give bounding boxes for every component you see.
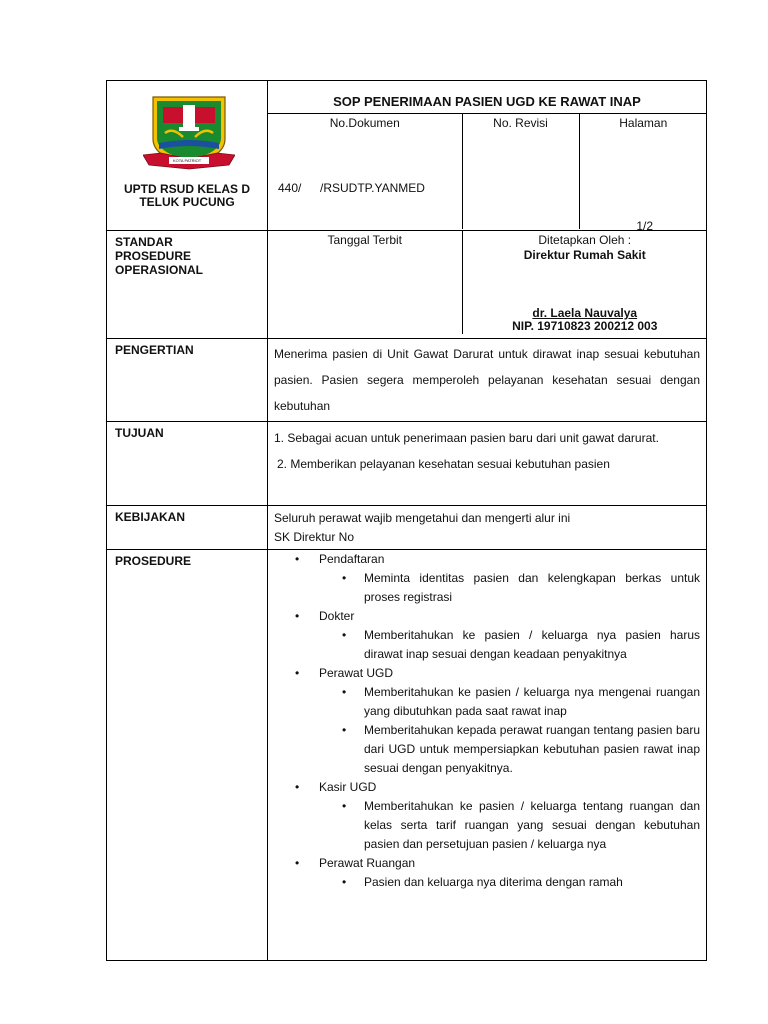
no-dokumen-cell [268,114,462,229]
step-item: • Memberitahukan ke pasien / keluarga nya pasien harus dirawat inap sesuai dengan keadaan penyakitnya [319,626,706,664]
document-title: SOP PENERIMAAN PASIEN UGD KE RAWAT INAP [268,81,706,114]
ditetapkan-cell [462,231,707,334]
step-item: • Memberitahukan kepada perawat ruangan tentang pasien baru dari UGD untuk mempersiapkan kebutuhan pasien rawat inap sesuai dengan penyakitnya. [319,721,706,778]
prosedure-step [268,664,706,778]
pengertian-label: PENGERTIAN [107,339,268,422]
sop-label-line2: PROSEDURE [115,249,192,263]
no-dokumen-label: No.Dokumen [329,116,400,130]
tujuan-item-1: 1. Sebagai acuan untuk penerimaan pasien baru dari unit gawat darurat. [274,431,659,445]
tujuan-item-2: 2. Memberikan pelayanan kesehatan sesuai kebutuhan pasien [277,457,610,471]
no-revisi-cell [462,114,579,229]
prosedure-cell [268,550,707,961]
prosedure-step [268,778,706,854]
signatory-nip: NIP. 19710823 200212 003 [512,319,658,333]
prosedure-step [268,854,706,892]
sop-info-cell [268,231,707,339]
prosedure-step [268,607,706,664]
institution-cell [107,81,268,231]
ditetapkan-by: Direktur Rumah Sakit [523,248,646,262]
pengertian-row [107,339,707,422]
document-meta-table [268,114,707,233]
institution-name-line1: UPTD RSUD KELAS D [123,182,250,196]
kebijakan-label: KEBIJAKAN [107,506,268,550]
prosedure-step [268,550,706,607]
step-title: Dokter [319,609,355,623]
step-item: • Memberitahukan ke pasien / keluarga nya mengenai ruangan yang dibutuhkan pada saat rawat inap [319,683,706,721]
halaman-label: Halaman [619,116,668,130]
tanggal-terbit-label: Tanggal Terbit [327,233,402,247]
tujuan-row [107,422,707,506]
sop-label-line3: OPERASIONAL [115,263,204,277]
kebijakan-line-1: Seluruh perawat wajib mengetahui dan mengerti alur ini [274,511,571,525]
prosedure-row [107,550,707,961]
kebijakan-cell [268,506,707,550]
logo-ribbon-text: KOTA PATRIOT [173,158,202,163]
step-item: • Memberitahukan ke pasien / keluarga tentang ruangan dan kelas serta tarif ruangan yang sesuai dengan kebutuhan pasien dan persetujuan pasien / keluarga nya [319,797,706,854]
title-cell [268,81,707,231]
kebijakan-row [107,506,707,550]
no-dokumen-prefix: 440/ [278,181,302,195]
step-title: Perawat Ruangan [319,856,416,870]
institution-name [107,183,267,209]
kebijakan-line-2: SK Direktur No [274,530,355,544]
tujuan-cell [268,422,707,506]
step-title: Pendaftaran [319,552,385,566]
institution-name-line2: TELUK PUCUNG [139,195,235,209]
step-title: Perawat UGD [319,666,394,680]
prosedure-label: PROSEDURE [107,550,268,961]
sop-label-cell [107,231,268,339]
no-dokumen-value: /RSUDTP.YANMED [320,181,425,195]
sop-info-table [268,231,707,334]
ditetapkan-label: Ditetapkan Oleh : [538,233,632,247]
no-revisi-label: No. Revisi [493,116,548,130]
sop-document-table [106,80,707,961]
halaman-cell [579,114,707,233]
tujuan-label: TUJUAN [107,422,268,506]
signatory-name: dr. Laela Nauvalya [532,306,638,320]
step-title: Kasir UGD [319,780,377,794]
header-row [107,81,707,231]
step-item: • Pasien dan keluarga nya diterima dengan ramah [319,873,706,892]
sop-label-line1: STANDAR [115,235,173,249]
halaman-value: 1/2 [636,219,653,233]
tanggal-terbit-cell [268,231,462,334]
prosedure-steps [268,550,706,892]
pengertian-text: Menerima pasien di Unit Gawat Darurat untuk dirawat inap sesuai kebutuhan pasien. Pasien segera memperoleh pelayanan kesehatan sesuai dengan kebutuhan [268,339,707,422]
step-item: • Meminta identitas pasien dan kelengkapan berkas untuk proses registrasi [319,569,706,607]
sop-row [107,231,707,339]
